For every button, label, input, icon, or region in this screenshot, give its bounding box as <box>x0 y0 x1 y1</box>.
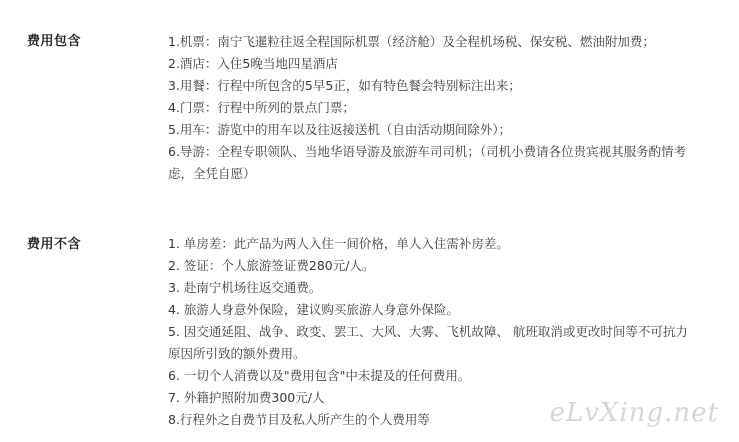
site-watermark: eLvXing.net <box>549 398 719 428</box>
includes-list <box>168 31 693 185</box>
includes-heading: 费用包含 <box>27 34 82 49</box>
list-item: 5. 因交通延阻、战争、政变、罢工、大风、大雾、飞机故障、 航班取消或更改时间等不可抗力原因所引致的额外费用。 <box>168 324 688 361</box>
list-item: 2.酒店：入住5晚当地四星酒店 <box>168 56 338 71</box>
list-item: 3.用餐：行程中所包含的5早5正，如有特色餐会特别标注出来； <box>168 78 521 93</box>
excludes-heading: 费用不含 <box>27 237 82 252</box>
list-item: 3. 赴南宁机场往返交通费。 <box>168 280 322 295</box>
list-item: 6. 一切个人消费以及"费用包含"中未提及的任何费用。 <box>168 368 471 383</box>
list-item: 1.机票：南宁飞暹粒往返全程国际机票（经济舱）及全程机场税、保安税、燃油附加费； <box>168 34 655 49</box>
list-item: 6.导游：全程专职领队、当地华语导游及旅游车司司机；（司机小费请各位贵宾视其服务酌情考虑，全凭自愿） <box>168 144 687 181</box>
list-item: 4. 旅游人身意外保险，建议购买旅游人身意外保险。 <box>168 302 459 317</box>
list-item: 7. 外籍护照附加费300元/人 <box>168 390 325 405</box>
list-item: 5.用车：游览中的用车以及往返接送机（自由活动期间除外）； <box>168 122 512 137</box>
list-item: 2. 签证：个人旅游签证费280元/人。 <box>168 258 375 273</box>
list-item: 1. 单房差：此产品为两人入住一间价格，单人入住需补房差。 <box>168 236 509 251</box>
list-item: 4.门票：行程中所列的景点门票； <box>168 100 355 115</box>
list-item: 8.行程外之自费节目及私人所产生的个人费用等 <box>168 412 430 427</box>
